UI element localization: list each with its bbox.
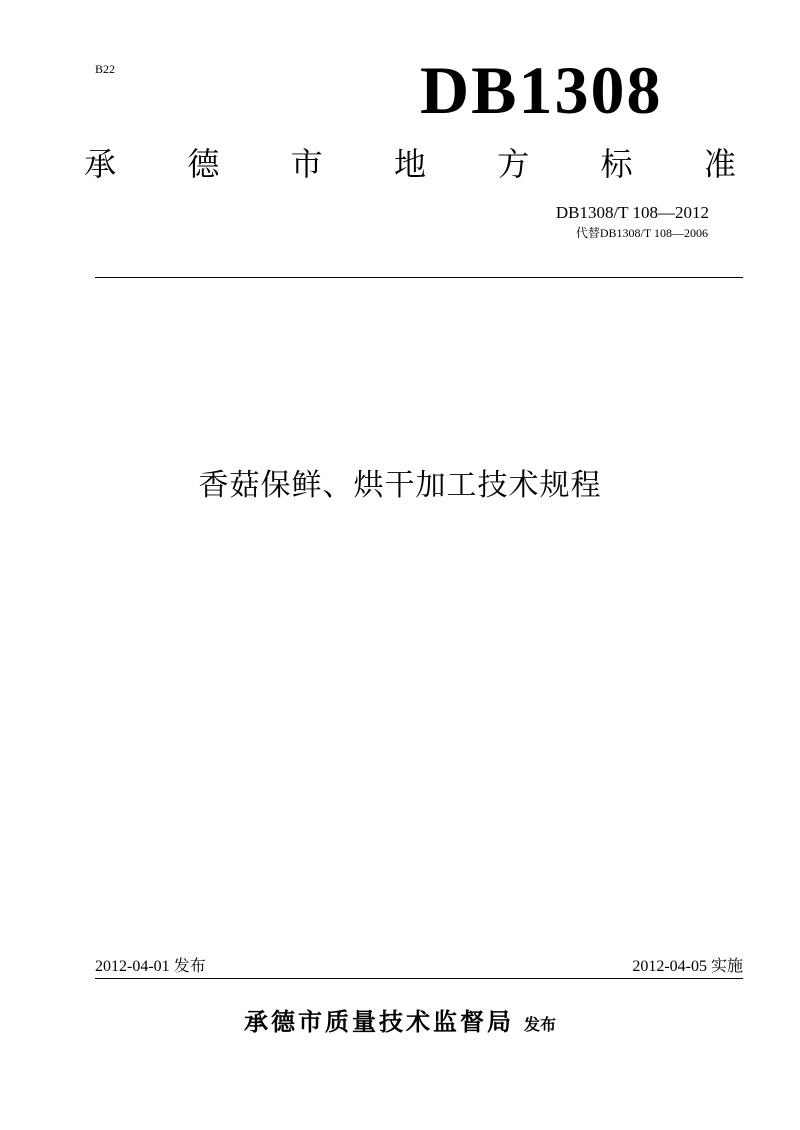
standard-number: DB1308/T 108—2012	[555, 203, 709, 222]
issuer-line	[0, 1004, 800, 1043]
header-divider	[95, 277, 743, 278]
issuer-name: 承德市质量技术监督局	[243, 1007, 514, 1036]
standard-type-char: 承	[83, 145, 116, 183]
standard-type-heading	[80, 142, 740, 186]
standard-type-char: 标	[600, 145, 633, 183]
replaces-standard: 代替DB1308/T 108—2006	[575, 226, 708, 240]
standard-type-char: 地	[393, 145, 426, 183]
standard-type-char: 方	[497, 145, 530, 183]
footer-divider	[95, 978, 743, 979]
publish-date: 2012-04-01 发布	[95, 958, 206, 975]
implement-date: 2012-04-05 实施	[632, 958, 743, 975]
issuer-suffix: 发布	[523, 1015, 556, 1034]
standard-type-char: 德	[187, 145, 220, 183]
standard-code: DB1308	[420, 52, 663, 128]
standard-type-char: 市	[290, 145, 323, 183]
classification-code: B22	[95, 62, 116, 76]
standard-type-char: 准	[703, 145, 736, 183]
document-title: 香菇保鲜、烘干加工技术规程	[198, 468, 602, 503]
